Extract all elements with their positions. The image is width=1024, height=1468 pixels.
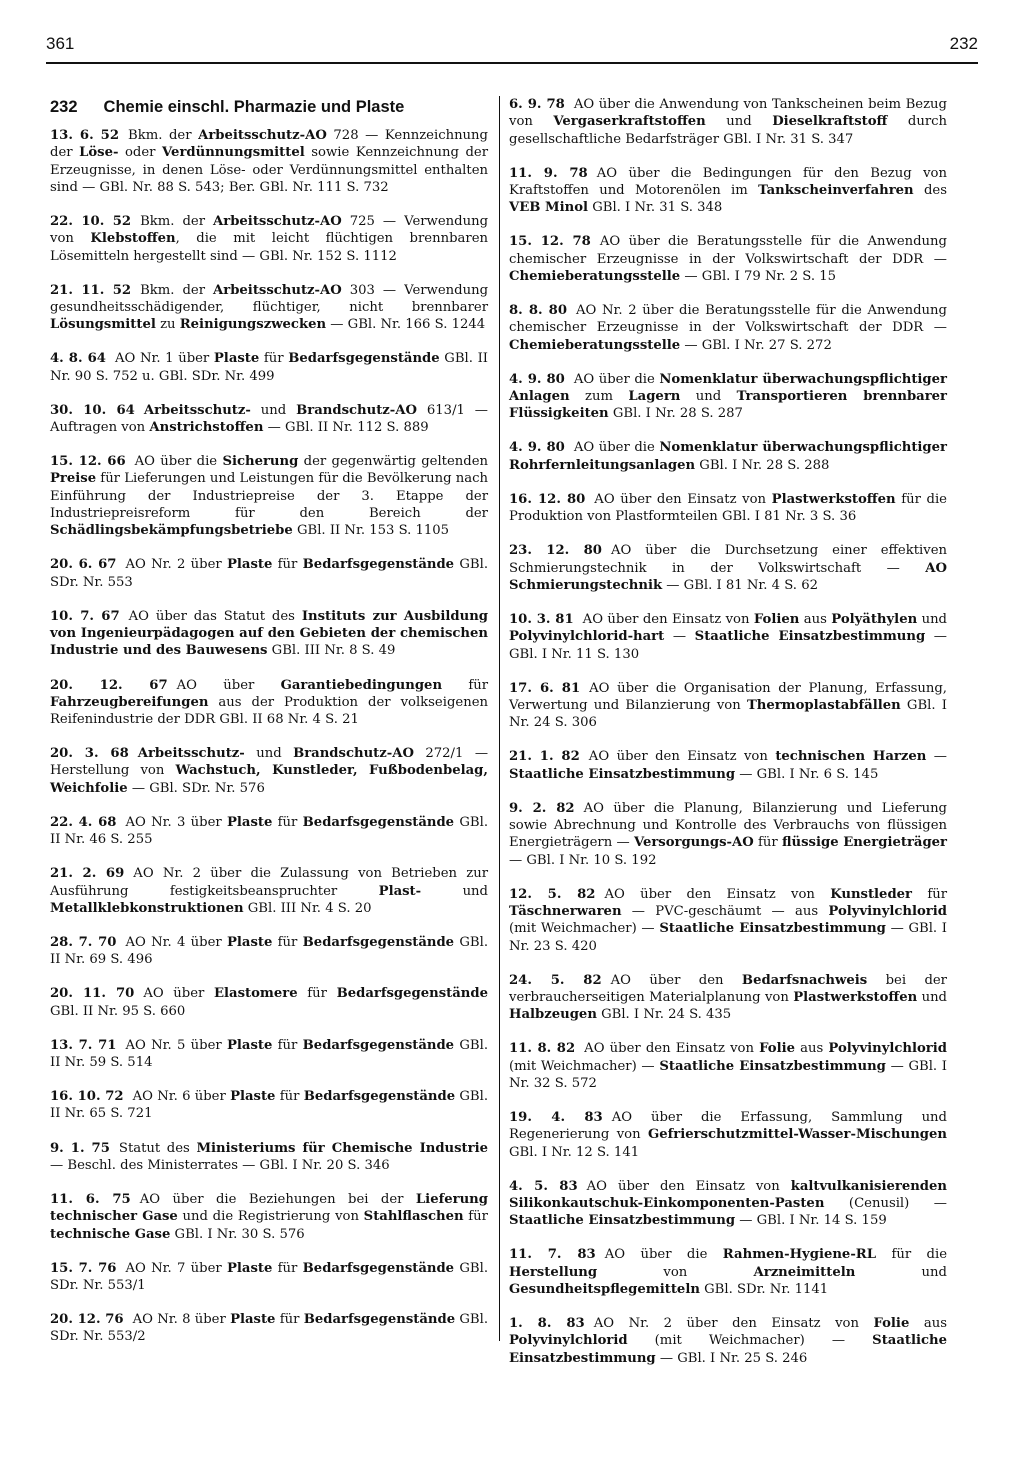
section-title: Chemie einschl. Pharmazie und Plaste [103,98,405,116]
entry-date: 21. 11. 52 [50,282,132,298]
entry-text: AO über die Anwendung von Tankscheinen beim Bezug von [509,97,947,130]
entry-text: AO Nr. 2 über die Beratungsstelle für die Anwendung chemischer Erzeugnisse in der Volkswirtschaft der DDR — [509,303,947,336]
entry-text: — GBl. I Nr. 27 S. 272 [680,337,832,353]
entry-keyword: Gesundheitspflegemitteln [509,1281,700,1297]
right-entry-list [509,96,947,1367]
right-page-number: 232 [949,34,978,53]
entry-text: GBl. SDr. Nr. 553/1 [50,1260,489,1293]
entry-text: AO über [176,677,281,693]
entry-date: 20. 6. 67 [50,557,117,573]
entry-keyword: Plast- [378,883,422,899]
entry-date: 24. 5. 82 [509,972,602,988]
law-entry [50,127,488,196]
entry-keyword: Staatliche Einsatzbestimmung [509,1333,947,1366]
entry-text: und [421,883,488,899]
entry-text: AO über die [134,454,223,470]
entry-date: 30. 10. 64 [50,402,135,418]
entry-date: 11. 9. 78 [509,165,588,181]
entry-text: AO über die Bedingungen für den Bezug von Kraftstoffen und Motorenölen im [509,165,947,198]
entry-text: AO Nr. 3 über [125,814,227,830]
entry-text: AO über den Einsatz von [586,1178,791,1194]
entry-keyword: Folien [753,611,800,627]
entry-keyword: Arbeitsschutz-AO [213,213,342,229]
entry-text: — GBl. I Nr. 6 S. 145 [735,766,879,782]
entry-keyword: VEB Minol [509,200,589,216]
law-entry [50,814,488,849]
entry-text: für [912,886,947,902]
entry-keyword: Wachstuch, Kunstleder, Fußbodenbelag, Weichfolie [50,763,488,796]
law-entry [50,1260,488,1295]
entry-text: AO Nr. 8 über [132,1311,231,1327]
entry-keyword: Plastwerkstoffen [771,491,896,507]
law-entry [509,886,947,955]
law-entry [509,233,947,285]
left-entry-list [50,127,488,1346]
section-number: 232 [50,98,78,116]
entry-text: GBl. SDr. Nr. 1141 [699,1281,829,1297]
entry-date: 21. 1. 82 [509,749,580,765]
entry-text: für Lieferungen und Leistungen für die Bevölkerung nach Einführung der Industriepreise der 3. Etappe der Industriepreisreform für den Bereich der [50,471,488,522]
entry-date: 21. 2. 69 [50,866,125,882]
entry-text: und [917,611,948,627]
entry-keyword: Plaste [226,1037,273,1053]
entry-keyword: Bedarfsgegenstände [302,814,455,830]
entry-text: — GBl. I Nr. 14 S. 159 [735,1213,887,1229]
entry-text: GBl. SDr. Nr. 553 [50,557,489,590]
entry-date: 1. 8. 83 [509,1316,585,1332]
entry-date: 20. 12. 67 [50,677,168,693]
entry-date: 10. 3. 81 [509,611,574,627]
entry-text: durch gesellschaftliche Bedarfsträger GBl. I Nr. 31 S. 347 [509,114,947,147]
entry-text: Bkm. der [128,128,199,143]
entry-text: AO über die [604,1247,723,1263]
entry-date: 9. 1. 75 [50,1140,110,1156]
entry-keyword: flüssige Energieträger [781,835,947,851]
entry-text: AO über die Beziehungen bei der [139,1191,416,1207]
entry-text: GBl. II Nr. 95 S. 660 [50,1003,186,1019]
entry-keyword: Vergaserkraftstoffen [553,114,706,130]
law-entry [50,1037,488,1072]
entry-keyword: Staatliche Einsatzbestimmung [509,1213,736,1229]
entry-text: AO über die Planung, Bilanzierung und Lieferung sowie Abrechnung und Kontrolle des Verbrauchs von flüssigen Energieträgern — [509,800,947,851]
entry-text: GBl. I Nr. 24 S. 435 [596,1007,732,1023]
entry-text: und die Registrierung von [177,1209,364,1225]
entry-keyword: Plaste [213,351,260,367]
entry-text: GBl. I Nr. 30 S. 576 [170,1226,305,1242]
entry-text: — Beschl. des Ministerrates — GBl. I Nr. 20 S. 346 [50,1157,390,1173]
entry-text: — GBl. II Nr. 112 S. 889 [263,420,429,436]
law-entry [509,371,947,423]
entry-keyword: Gefrierschutzmittel-Wasser-Mischungen [647,1127,947,1143]
entry-text: AO über das Statut des [128,608,302,624]
entry-keyword: Instituts zur Ausbildung von Ingenieurpädagogen auf den Gebieten der chemischen Industrie und des Bauwesens [50,608,489,659]
entry-text: GBl. II Nr. 90 S. 752 u. GBl. SDr. Nr. 499 [50,351,489,384]
entry-text: GBl. II Nr. 153 S. 1105 [292,523,450,539]
entry-keyword: Elastomere [214,986,298,1002]
entry-date: 16. 10. 72 [50,1089,124,1105]
entry-text: für [463,1209,488,1225]
entry-keyword: Klebstoffen [90,231,176,247]
entry-keyword: Folie [873,1316,910,1332]
entry-keyword: Bedarfsnachweis [741,972,868,988]
entry-text: — GBl. I 79 Nr. 2 S. 15 [680,268,837,284]
entry-text: — GBl. Nr. 166 S. 1244 [326,317,486,333]
entry-text: AO über die Beratungsstelle für die Anwendung chemischer Erzeugnisse in der Volkswirtschaft der DDR — [509,234,947,267]
entry-text: AO über den Einsatz von [604,886,831,902]
entry-keyword: kaltvulkanisierenden Silikonkautschuk-Einkomponenten-Pasten [509,1178,947,1211]
entry-text: AO Nr. 4 über [125,934,227,950]
law-entry [509,972,947,1024]
law-entry [50,556,488,591]
entry-keyword: Bedarfsgegenstände [302,934,455,950]
entry-text: GBl. III Nr. 8 S. 49 [267,643,396,659]
entry-text: Bkm. der [140,213,214,229]
entry-keyword: technischen Harzen [775,749,927,765]
entry-date: 15. 7. 76 [50,1260,117,1276]
entry-keyword: Plaste [226,1260,273,1276]
right-column [509,96,947,1384]
entry-keyword: Fahrzeugbereifungen [50,694,209,710]
entry-text: AO über die [573,440,660,456]
entry-text: GBl. III Nr. 4 S. 20 [243,900,372,916]
entry-text: — GBl. I Nr. 11 S. 130 [509,629,947,662]
entry-keyword: Bedarfsgegenstände [288,351,440,367]
entry-keyword: Chemieberatungsstelle [509,337,681,353]
law-entry [509,680,947,732]
law-entry [50,1088,488,1123]
entry-text: 725 — Verwendung von [50,213,489,247]
entry-keyword: Tankscheinverfahren [758,182,914,198]
entry-text: und [917,989,947,1005]
entry-text: bei der verbraucherseitigen Materialplanung von [509,972,947,1005]
entry-date: 28. 7. 70 [50,934,117,950]
entry-keyword: Polyvinylchlorid-hart [509,629,665,645]
entry-keyword: Bedarfsgegenstände [302,1260,455,1276]
law-entry [509,302,947,354]
entry-keyword: Plaste [226,934,273,950]
entry-text: GBl. I Nr. 31 S. 348 [588,200,723,216]
law-entry [509,1040,947,1092]
entry-date: 11. 7. 83 [509,1247,596,1263]
entry-keyword: Bedarfsgegenstände [336,986,488,1002]
entry-text: für [272,557,303,573]
entry-keyword: Metallklebkonstruktionen [50,900,244,916]
header-rule [46,62,978,64]
entry-date: 20. 3. 68 [50,746,129,762]
entry-keyword: Polyvinylchlorid [828,903,947,919]
entry-keyword: Bedarfsgegenstände [302,1037,455,1053]
entry-date: 11. 8. 82 [509,1041,576,1057]
entry-keyword: Lieferung technischer Gase [50,1191,488,1225]
entry-keyword: Folie [759,1041,795,1057]
entry-keyword: Plaste [226,557,273,573]
law-entry [509,439,947,474]
entry-date: 16. 12. 80 [509,491,586,507]
law-entry [50,402,488,437]
entry-text: AO Nr. 2 über den Einsatz von [593,1316,874,1332]
entry-text: AO Nr. 1 über [114,351,214,367]
entry-text: GBl. SDr. Nr. 553/2 [50,1311,489,1345]
entry-text: GBl. II Nr. 46 S. 255 [50,814,489,848]
entry-text: GBl. II Nr. 59 S. 514 [50,1037,489,1071]
law-entry [50,282,488,334]
entry-text: AO über den Einsatz von [582,611,754,627]
entry-text: 303 — Verwendung gesundheitsschädigender, flüchtiger, nicht brennbarer [50,282,489,315]
entry-keyword: Arbeitsschutz-AO [198,128,327,143]
entry-keyword: Plastwerkstoffen [793,989,918,1005]
entry-text: für die Produktion von Plastformteilen GBl. I 81 Nr. 3 S. 36 [509,491,947,525]
entry-keyword: Brandschutz-AO [296,402,417,418]
entry-keyword: Reinigungszwecken [179,317,327,333]
entry-text: AO Nr. 2 über die Zulassung von Betrieben zur Ausführung festigkeitsbeanspruchter [50,866,489,899]
entry-text: (mit Weichmacher) — [509,1058,660,1074]
entry-date: 15. 12. 78 [509,234,591,250]
entry-date: 4. 8. 64 [50,351,106,367]
entry-text: AO über die Organisation der Planung, Erfassung, Verwertung und Bilanzierung von [509,680,948,713]
law-entry [509,542,947,594]
law-entry [50,608,488,660]
entry-keyword: Plaste [226,814,273,830]
entry-date: 23. 12. 80 [509,543,602,559]
entry-date: 4. 9. 80 [509,440,565,456]
left-column [50,96,488,1362]
entry-keyword: Garantiebedingungen [280,677,443,693]
entry-text: GBl. I Nr. 28 S. 287 [608,406,743,422]
page-header [46,34,978,60]
entry-text: (mit Weichmacher) — [627,1333,873,1349]
entry-text: (Cenusil) — [824,1196,947,1211]
entry-keyword: Lösungsmittel [50,317,156,333]
entry-date: 8. 8. 80 [509,303,568,319]
entry-text: Statut des [118,1140,197,1156]
entry-text: 728 — Kennzeichnung der [50,128,488,161]
entry-keyword: Bedarfsgegenstände [303,1311,456,1327]
entry-text: AO über den [610,972,742,988]
law-entry [509,491,947,526]
entry-text: für [753,835,782,851]
entry-keyword: Chemieberatungsstelle [509,268,681,284]
entry-text: oder [118,145,163,161]
entry-text: (mit Weichmacher) — [509,921,660,937]
entry-text: AO über den Einsatz von [594,491,772,507]
entry-text: , die mit leicht flüchtigen brennbaren Lösemitteln hergestellt sind — GBl. Nr. 152 S. 1112 [50,231,488,264]
entry-text: zum [569,389,629,405]
entry-keyword: Rahmen-Hygiene-RL [722,1247,877,1263]
entry-keyword: technische Gase [50,1226,171,1242]
entry-keyword: Polyäthylen [831,611,918,627]
entry-text: und [244,746,294,762]
entry-keyword: Staatliche Einsatzbestimmung [694,629,926,645]
entry-keyword: Stahlflaschen [363,1209,464,1225]
entry-date: 4. 9. 80 [509,371,565,387]
entry-text: — GBl. I Nr. 10 S. 192 [509,852,657,868]
entry-keyword: Polyvinylchlorid [828,1041,947,1057]
entry-text: AO Nr. 6 über [132,1089,231,1105]
entry-keyword: Kunstleder [830,886,913,902]
entry-text: Bkm. der [140,282,214,298]
entry-text: — GBl. I Nr. 23 S. 420 [509,921,948,954]
entry-date: 13. 6. 52 [50,128,120,143]
entry-text: — GBl. I 81 Nr. 4 S. 62 [662,577,818,593]
entry-keyword: Täschnerwaren [509,903,622,919]
entry-keyword: Verdünnungsmittel [162,145,305,161]
entry-text: — [664,629,695,645]
entry-text: der gegenwärtig geltenden [298,454,489,470]
entry-text: AO über die Durchsetzung einer effektiven Schmierungstechnik in der Volkswirtschaft — [509,543,947,576]
entry-text: — PVC-geschäumt — aus [621,903,829,919]
entry-keyword: Arbeitsschutz-AO [213,282,342,298]
entry-text: aus der Produktion der volkseigenen Reifenindustrie der DDR GBl. II 68 Nr. 4 S. 21 [50,694,488,728]
entry-date: 9. 2. 82 [509,800,575,816]
entry-text: GBl. I Nr. 24 S. 306 [509,697,947,731]
entry-date: 17. 6. 81 [509,680,581,696]
entry-text: von [597,1264,754,1280]
entry-keyword: Lagern [628,389,681,405]
law-entry [50,350,488,385]
entry-keyword: Staatliche Einsatzbestimmung [659,1058,886,1074]
entry-text: für die [876,1247,948,1263]
entry-date: 19. 4. 83 [509,1110,603,1126]
entry-text: AO über den Einsatz von [588,749,776,765]
entry-text: und [705,114,773,130]
entry-keyword: Brandschutz-AO [293,746,414,762]
entry-date: 11. 6. 75 [50,1191,131,1207]
law-entry [50,677,488,729]
entry-keyword: Staatliche Einsatzbestimmung [509,766,736,782]
entry-text: aus [799,611,832,627]
entry-text: — GBl. I Nr. 32 S. 572 [509,1058,948,1091]
entry-keyword: Ministeriums für Chemische Industrie [196,1140,488,1156]
column-divider [499,96,500,1341]
entry-keyword: Thermoplastabfällen [746,697,901,713]
entry-text: und [680,389,737,405]
entry-date: 10. 7. 67 [50,608,120,624]
law-entry [509,611,947,663]
entry-text: für [275,1089,304,1105]
entry-date: 12. 5. 82 [509,886,596,902]
entry-text: AO über die Erfassung, Sammlung und Regenerierung von [509,1110,947,1143]
law-entry [50,1311,488,1346]
law-entry [509,1246,947,1298]
law-entry [509,96,947,148]
law-entry [509,1315,947,1367]
law-entry [50,1140,488,1175]
entry-text: sowie Kennzeichnung der Erzeugnisse, in denen Löse- oder Verdünnungsmittel enthalten sind — GBl. Nr. 88 S. 543; Ber. GBl. Nr. 111 S. 732 [50,145,488,195]
entry-keyword: Plaste [230,1311,276,1327]
entry-text: für [442,677,489,693]
entry-text: aus [909,1316,947,1332]
entry-text: für [297,986,337,1002]
entry-keyword: Transportieren brennbarer Flüssigkeiten [509,389,947,422]
entry-text: AO Nr. 7 über [125,1260,227,1276]
entry-text: für [259,351,289,367]
entry-date: 15. 12. 66 [50,454,126,470]
entry-text: 613/1 — Auftragen von [50,402,488,436]
entry-keyword: Nomenklatur überwachungspflichtiger Anlagen [509,371,947,405]
law-entry [50,213,488,265]
entry-text: — GBl. I Nr. 25 S. 246 [655,1350,808,1366]
law-entry [50,934,488,969]
entry-keyword: Schädlingsbekämpfungsbetriebe [50,523,293,539]
entry-keyword: Bedarfsgegenstände [303,1089,456,1105]
entry-text: — [926,749,947,765]
entry-keyword: Arzneimitteln [753,1264,856,1280]
entry-text: für [272,814,303,830]
entry-keyword: Plaste [230,1089,276,1105]
entry-text: GBl. II Nr. 69 S. 496 [50,934,489,968]
entry-keyword: Dieselkraftstoff [772,114,888,130]
entry-text: und [855,1264,947,1280]
entry-keyword: Anstrichstoffen [149,420,264,436]
entry-keyword: AO Schmierungstechnik [509,560,947,593]
law-entry [50,865,488,917]
entry-date: 22. 10. 52 [50,213,132,229]
entry-keyword: Bedarfsgegenstände [302,557,455,573]
entry-text: AO über den Einsatz von [584,1041,760,1057]
entry-date: 20. 12. 76 [50,1311,124,1327]
law-entry [509,748,947,783]
entry-date: 13. 7. 71 [50,1037,117,1053]
entry-text: AO Nr. 5 über [125,1037,227,1053]
entry-text: AO über [143,986,214,1002]
law-entry [50,745,488,797]
entry-text: des [913,182,947,198]
entry-keyword: Arbeitsschutz- [137,746,245,762]
entry-text: GBl. I Nr. 12 S. 141 [509,1144,640,1160]
entry-text: für [275,1311,304,1327]
entry-keyword: Sicherung [222,454,299,470]
entry-text: aus [795,1041,829,1057]
entry-text: GBl. II Nr. 65 S. 721 [50,1089,489,1122]
entry-date: 22. 4. 68 [50,814,117,830]
entry-text: zu [155,317,180,333]
entry-keyword: Versorgungs-AO [633,835,754,851]
entry-keyword: Halbzeugen [509,1007,597,1023]
law-entry [509,165,947,217]
entry-keyword: Arbeitsschutz- [143,402,251,418]
entry-text: AO Nr. 2 über [125,557,227,573]
section-heading [50,96,488,118]
law-entry [509,800,947,869]
law-entry [509,1109,947,1161]
entry-text: — GBl. SDr. Nr. 576 [127,780,265,796]
entry-keyword: Staatliche Einsatzbestimmung [659,921,886,937]
entry-keyword: Herstellung [509,1264,598,1280]
entry-date: 6. 9. 78 [509,97,565,112]
entry-keyword: Nomenklatur überwachungspflichtiger Rohrfernleitungsanlagen [509,440,947,473]
entry-text: AO über die [573,371,660,387]
entry-text: für [272,1260,303,1276]
entry-keyword: Löse- [79,145,119,161]
law-entry [50,985,488,1020]
law-entry [509,1178,947,1230]
left-page-number: 361 [46,34,75,53]
entry-text: GBl. I Nr. 28 S. 288 [695,457,830,473]
entry-date: 4. 5. 83 [509,1178,578,1194]
law-entry [50,1191,488,1243]
entry-text: 272/1 — Herstellung von [50,746,489,779]
entry-date: 20. 11. 70 [50,986,135,1002]
entry-text: und [250,402,297,418]
entry-keyword: Preise [50,471,97,487]
entry-text: für [272,934,303,950]
entry-keyword: Polyvinylchlorid [509,1333,628,1349]
entry-text: für [272,1037,303,1053]
law-entry [50,453,488,539]
